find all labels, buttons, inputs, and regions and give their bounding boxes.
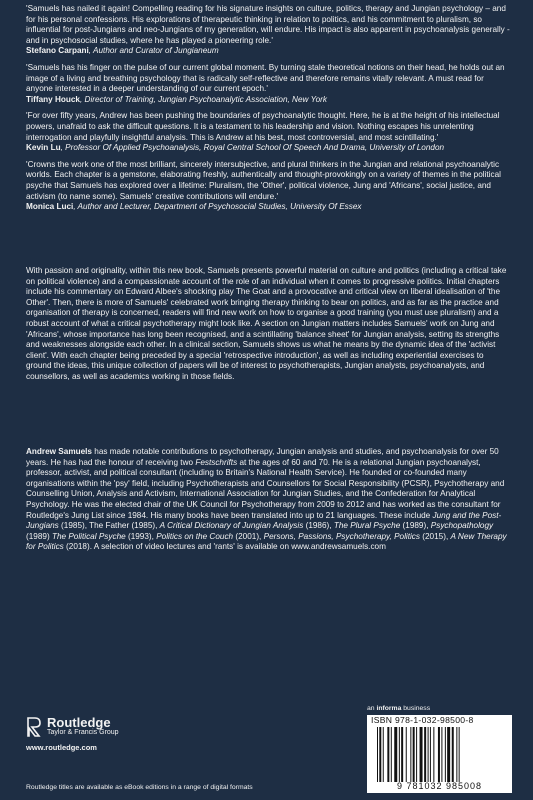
- bio-text: (2015),: [420, 531, 451, 541]
- barcode-digits: 9 781032 985008: [396, 781, 483, 791]
- bio-text: has made notable contributions to psychotherapy, Jungian analysis and studies, and psychoanalysis for over 50 years. He has had the honour of receiving two: [26, 447, 499, 467]
- endorser-name: Monica Luci: [26, 202, 74, 212]
- publisher-group: Taylor & Francis Group: [47, 729, 119, 736]
- endorser-name: Kevin Lu: [26, 143, 61, 153]
- book-title: Psychopathology: [430, 521, 494, 531]
- barcode-bar: [383, 727, 384, 782]
- isbn-barcode: [367, 715, 512, 793]
- endorsement-quote: 'Samuels has his finger on the pulse of our current global moment. By turning stale theoretical notions on their head, he holds out an image of a living and breathing psychology that is radically self-reflective and therefore remains vitally relevant. A must read for anyone interested in a deeper understanding of our current epoch.': [26, 62, 505, 94]
- bio-text: (1985), The Father (1985),: [58, 521, 160, 531]
- bio-text: at the ages of 60 and 70. He is a relational Jungian psychoanalyst, professor, activist, and political consultant (including to Britain's National Health Service). He founded or co-founded many organisations within the 'psy' field, including Psychotherapists and Counsellors for Social Responsibility (PCSR), Psychotherapy and Counselling Union, Analysis and Activism, International Association for Jungian Studies, and the Confederation for Analytical Psychology. He was the elected chair of the UK Council for Psychotherapy from 2009 to 2012 and has worked as the consultant for Routledge's Jung List since 1984. His many books have been translated into up to 21 languages. These include: [26, 457, 505, 520]
- endorsement-quote: 'Crowns the work one of the most brilliant, sincerely intersubjective, and plural thinkers in the Jungian and relational psychoanalytic worlds. Each chapter is a gemstone, elaborating freshly, authentically and thought-provokingly on a variety of themes in the political psyche that Samuels has explored over a lifetime: Pluralism, the 'Other', political violence, Jung and 'Africans', social justice, and activism (to name some). Samuels' creative contributions will endure.': [26, 159, 501, 201]
- informa-brand: informa: [376, 705, 402, 712]
- bio-italic: Festschrifts: [195, 457, 238, 467]
- book-title: Persons, Passions, Psychotherapy, Politics: [263, 531, 420, 541]
- barcode-bar: [456, 727, 457, 782]
- barcode-bar: [424, 727, 426, 782]
- barcode-bar: [430, 727, 431, 782]
- endorser-role: , Professor Of Applied Psychoanalysis, Royal Central School Of Speech And Drama, University of London: [60, 143, 445, 153]
- barcode-bar: [401, 727, 403, 782]
- book-title: Politics on the Couch: [156, 531, 234, 541]
- informa-tagline: [367, 705, 430, 712]
- book-description: With passion and originality, within this new book, Samuels presents powerful material on culture and politics (including a critical take on political violence) and a compassionate account of the role of an individual when it comes to progressive politics. Initial chapters include his commentary on Edward Albee's shocking play The Goat and a provocative and critical view on liberal idealisation of 'the Other'. Then, there is more of Samuels' celebrated work bringing therapy thinking to bear on politics, and as far as the practice and organisation of therapy is concerned, readers will find new work on how to organise a good training (you must use pluralism) and a robust account of what a critical psychotherapy might look like. A section on Jungian matters includes Samuels' work on Jung and 'Africans', whose importance has long been recognised, and a scintillating 'balance sheet' for Jungian analysis, setting its strengths and weaknesses alongside each other. In a clinical section, Samuels shows us what he means by the dynamic idea of the 'activist client'. With each chapter being preceded by a special 'retrospective introduction', as well as including experiential exercises to ground the ideas, this unique collection of papers will be of interest to psychotherapists, Jungian analysts, psychoanalysts, and counsellors, as well as academics working in those fields.: [26, 266, 507, 381]
- publisher-logo: [26, 716, 186, 737]
- barcode-bar: [441, 727, 442, 782]
- book-title: The Political Psyche: [51, 531, 126, 541]
- endorsement: [26, 160, 510, 213]
- barcode-bar: [433, 727, 434, 782]
- routledge-r-icon: [26, 717, 42, 737]
- endorsement: [26, 63, 510, 105]
- barcode-bar: [420, 727, 423, 782]
- barcode-bar: [406, 727, 407, 782]
- endorsement: [26, 111, 510, 153]
- barcode-bar: [452, 727, 454, 782]
- endorser-name: Tiffany Houck: [26, 94, 80, 104]
- ebook-note: Routledge titles are available as eBook editions in a range of digital formats: [26, 784, 253, 791]
- barcode-bar: [399, 727, 400, 782]
- barcode-bar: [428, 727, 429, 782]
- bio-text: (1986),: [303, 521, 334, 531]
- bio-text: (1989): [26, 531, 52, 541]
- book-title: A Critical Dictionary of Jungian Analysis: [159, 521, 304, 531]
- bio-text: (2018). A selection of video lectures and 'rants' is available on www.andrewsamuels.com: [63, 542, 386, 552]
- endorsement-attribution: [26, 46, 510, 57]
- book-title: The Plural Psyche: [333, 521, 401, 531]
- endorser-role: , Author and Curator of Jungianeum: [88, 46, 219, 56]
- endorsements: [26, 4, 510, 219]
- endorsement-attribution: [26, 95, 510, 106]
- endorsement-attribution: [26, 143, 510, 154]
- endorser-role: , Author and Lecturer, Department of Psychosocial Studies, University Of Essex: [73, 202, 362, 212]
- informa-text: an: [367, 705, 377, 712]
- publisher-block: [26, 716, 186, 752]
- barcode-bar: [459, 727, 460, 782]
- endorser-role: , Director of Training, Jungian Psychoanalytic Association, New York: [80, 94, 327, 104]
- informa-text: business: [401, 705, 431, 712]
- bio-text: (2001),: [233, 531, 264, 541]
- endorsement: [26, 4, 510, 57]
- endorsement-quote: 'Samuels has nailed it again! Compelling reading for his signature insights on culture, politics, therapy and Jungian psychology – and for his personal confessions. His explorations of therapeutic thinking in relation to politics, and his commitment to pluralism, so influential for post-Jungians and neo-Jungians of my generation, will endure. His impact is also apparent in psychoanalysis generally - and in psychosocial studies, where he has played a pioneering role.': [26, 4, 510, 45]
- barcode-bars: [377, 727, 505, 782]
- barcode-bar: [379, 727, 381, 782]
- barcode-bar: [445, 727, 446, 782]
- bio-text: (1989),: [400, 521, 431, 531]
- barcode-bar: [387, 727, 389, 782]
- book-title: A New Therapy for Politics: [26, 531, 507, 552]
- barcode-bar: [413, 727, 415, 782]
- barcode-bar: [416, 727, 417, 782]
- book-title: Jung and the Post-Jungians: [26, 510, 502, 531]
- isbn-label: ISBN 978-1-032-98500-8: [371, 715, 474, 725]
- publisher-name: Routledge: [47, 715, 111, 730]
- endorsement-attribution: [26, 202, 510, 213]
- bio-text: (1993),: [125, 531, 157, 541]
- endorsement-quote: 'For over fifty years, Andrew has been pushing the boundaries of psychoanalytic thought. Here, he is at the height of his intellectual powers, unafraid to ask the difficult questions. It is a testament to his leadership and vision. Nothing escapes his unrelenting interrogation and playfully insightful analysis. This is Andrew at his best, most controversial, and most scintillating.': [26, 111, 500, 142]
- barcode-bar: [438, 727, 440, 782]
- barcode-bar: [410, 727, 411, 782]
- publisher-url[interactable]: www.routledge.com: [26, 743, 97, 752]
- author-bio: [26, 447, 510, 553]
- author-name: Andrew Samuels: [26, 447, 92, 456]
- endorser-name: Stefano Carpani: [26, 46, 89, 56]
- barcode-bar: [377, 727, 378, 782]
- barcode-bar: [391, 727, 392, 782]
- barcode-bar: [447, 727, 450, 782]
- barcode-bar: [394, 727, 397, 782]
